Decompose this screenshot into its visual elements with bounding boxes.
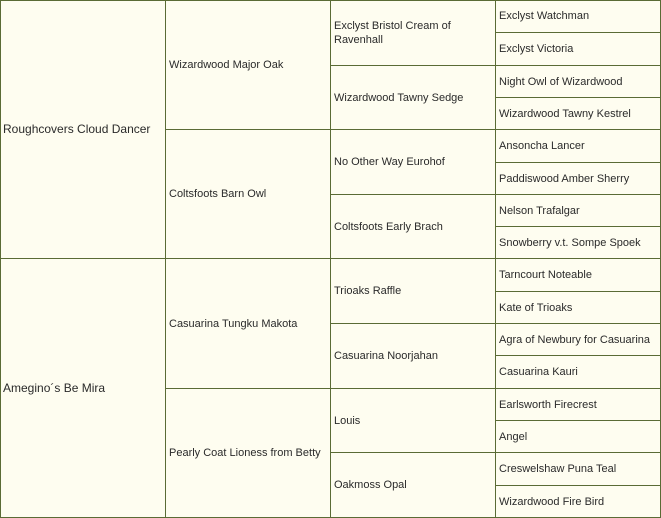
g3-name: Louis [334, 414, 361, 427]
g4-name: Wizardwood Tawny Kestrel [499, 107, 631, 120]
g3-name: No Other Way Eurohof [334, 156, 445, 168]
pedigree-g3-cell [331, 259, 496, 324]
g4-name: Tarncourt Noteable [499, 269, 592, 281]
pedigree-g4-cell [496, 130, 661, 163]
pedigree-g4-cell [496, 227, 661, 259]
pedigree-g4-cell [496, 453, 661, 486]
pedigree-sire-dam [166, 130, 331, 259]
g3-name: Oakmoss Opal [334, 479, 407, 491]
g3-name: Coltsfoots Early Brach [334, 220, 443, 233]
g4-name: Exclyst Victoria [499, 43, 574, 55]
pedigree-g4-cell [496, 292, 661, 324]
sire-sire-name: Wizardwood Major Oak [169, 58, 284, 71]
pedigree-sire [0, 0, 166, 259]
g4-name: Creswelshaw Puna Teal [499, 463, 617, 475]
pedigree-g4-cell [496, 163, 661, 195]
g4-name: Night Owl of Wizardwood [499, 75, 623, 88]
g4-name: Nelson Trafalgar [499, 204, 580, 217]
sire-name: Roughcovers Cloud Dancer [3, 122, 151, 136]
pedigree-dam [0, 259, 166, 518]
pedigree-g4-cell [496, 486, 661, 518]
g3-name: Casuarina Noorjahan [334, 350, 438, 362]
pedigree-sire-sire [166, 0, 331, 130]
pedigree-g4-cell [496, 33, 661, 66]
pedigree-dam-dam [166, 389, 331, 518]
pedigree-g4-cell [496, 389, 661, 421]
g4-name: Kate of Trioaks [499, 301, 573, 314]
g4-name: Paddiswood Amber Sherry [499, 172, 630, 185]
pedigree-g4-cell [496, 324, 661, 356]
pedigree-g4-cell [496, 356, 661, 389]
dam-dam-name: Pearly Coat Lioness from Betty [169, 447, 321, 459]
pedigree-g3-cell [331, 324, 496, 389]
g4-name: Casuarina Kauri [499, 366, 578, 378]
g3-name: Wizardwood Tawny Sedge [334, 91, 464, 104]
pedigree-dam-sire [166, 259, 331, 389]
pedigree-g4-cell [496, 195, 661, 227]
g4-name: Exclyst Watchman [499, 10, 590, 22]
sire-dam-name: Coltsfoots Barn Owl [169, 188, 267, 200]
g3-name: Trioaks Raffle [334, 285, 402, 297]
g3-name: Exclyst Bristol Cream of Ravenhall [334, 19, 451, 46]
g4-name: Earlsworth Firecrest [499, 398, 597, 411]
g4-name: Agra of Newbury for Casuarina [499, 333, 651, 346]
pedigree-g3-cell [331, 453, 496, 518]
pedigree-g3-cell [331, 389, 496, 453]
dam-sire-name: Casuarina Tungku Makota [169, 317, 298, 330]
pedigree-g4-cell [496, 421, 661, 453]
pedigree-g3-cell [331, 195, 496, 259]
pedigree-g4-cell [496, 98, 661, 130]
pedigree-g3-cell [331, 66, 496, 130]
pedigree-g4-cell [496, 0, 661, 33]
g4-name: Ansoncha Lancer [499, 140, 585, 152]
pedigree-g3-cell [331, 130, 496, 195]
pedigree-g3-cell [331, 0, 496, 66]
dam-name: Amegino´s Be Mira [3, 381, 106, 395]
pedigree-g4-cell [496, 66, 661, 98]
g4-name: Snowberry v.t. Sompe Spoek [499, 236, 641, 249]
pedigree-g4-cell [496, 259, 661, 292]
g4-name: Wizardwood Fire Bird [499, 495, 605, 508]
g4-name: Angel [499, 430, 528, 443]
